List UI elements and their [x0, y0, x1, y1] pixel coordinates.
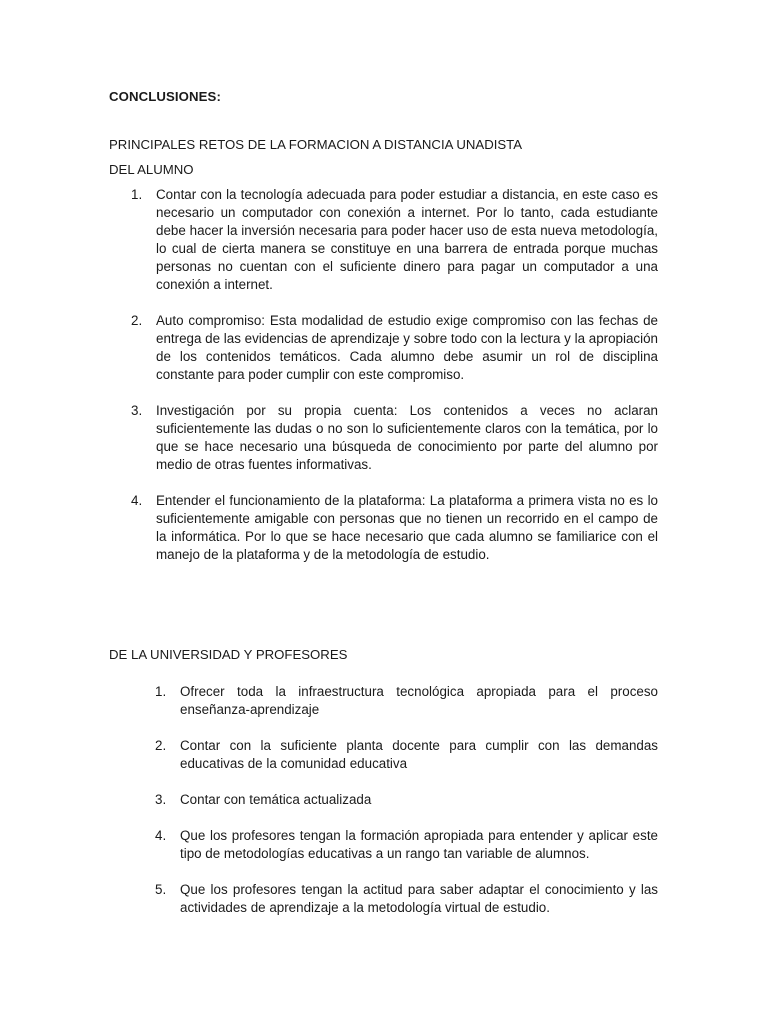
list-item-number: 2. [155, 738, 167, 753]
list-item [155, 881, 658, 917]
list-item [131, 186, 658, 294]
list-item-number: 4. [155, 828, 167, 843]
list-item [131, 492, 658, 564]
section-heading-university: DE LA UNIVERSIDAD Y PROFESORES [109, 647, 348, 662]
list-item [131, 402, 658, 474]
list-item [131, 312, 658, 384]
list-item-text: Contar con temática actualizada [180, 792, 372, 807]
list-item-text: Que los profesores tengan la formación apropiada para entender y aplicar este tipo de metodologías educativas a un rango tan variable de alumnos. [180, 828, 658, 861]
list-item-number: 1. [131, 187, 143, 202]
list-item [155, 791, 658, 809]
list-item-number: 2. [131, 313, 143, 328]
list-item [155, 683, 658, 719]
document-title: CONCLUSIONES: [109, 89, 221, 104]
list-item-number: 3. [155, 792, 167, 807]
list-item-text: Contar con la tecnología adecuada para poder estudiar a distancia, en este caso es necesario un computador con conexión a internet. Por lo tanto, cada estudiante debe hacer la inversión necesaria para poder hacer uso de esta nueva metodología, lo cual de cierta manera se constituye en una barrera de entrada porque muchas personas no cuentan con el suficiente dinero para pagar un computador a una conexión a internet. [156, 187, 658, 292]
list-item-text: Auto compromiso: Esta modalidad de estudio exige compromiso con las fechas de entrega de las evidencias de aprendizaje y sobre todo con la lectura y la apropiación de los contenidos temáticos. Cada alumno debe asumir un rol de disciplina constante para poder cumplir con este compromiso. [156, 313, 658, 382]
main-heading: PRINCIPALES RETOS DE LA FORMACION A DISTANCIA UNADISTA [109, 137, 523, 152]
list-item-text: Ofrecer toda la infraestructura tecnológica apropiada para el proceso enseñanza-aprendizaje [180, 684, 658, 717]
list-item-text: Que los profesores tengan la actitud para saber adaptar el conocimiento y las actividades de aprendizaje a la metodología virtual de estudio. [180, 882, 658, 915]
student-challenges-list [131, 186, 658, 564]
list-item [155, 827, 658, 863]
list-item-text: Investigación por su propia cuenta: Los contenidos a veces no aclaran suficientemente las dudas o no son lo suficientemente claros con la temática, por lo que se hace necesario una búsqueda de conocimiento por parte del alumno por medio de otras fuentes informativas. [156, 403, 658, 472]
university-challenges-list [155, 683, 658, 917]
list-item-text: Entender el funcionamiento de la plataforma: La plataforma a primera vista no es lo suficientemente amigable con personas que no tienen un recorrido en el campo de la informática. Por lo que se hace necesario que cada alumno se familiarice con el manejo de la plataforma y de la metodología de estudio. [156, 493, 658, 562]
list-item-number: 4. [131, 493, 143, 508]
list-item-number: 3. [131, 403, 143, 418]
section-heading-student: DEL ALUMNO [109, 162, 194, 177]
list-item-text: Contar con la suficiente planta docente para cumplir con las demandas educativas de la comunidad educativa [180, 738, 658, 771]
list-item-number: 5. [155, 882, 167, 897]
list-item [155, 737, 658, 773]
list-item-number: 1. [155, 684, 167, 699]
